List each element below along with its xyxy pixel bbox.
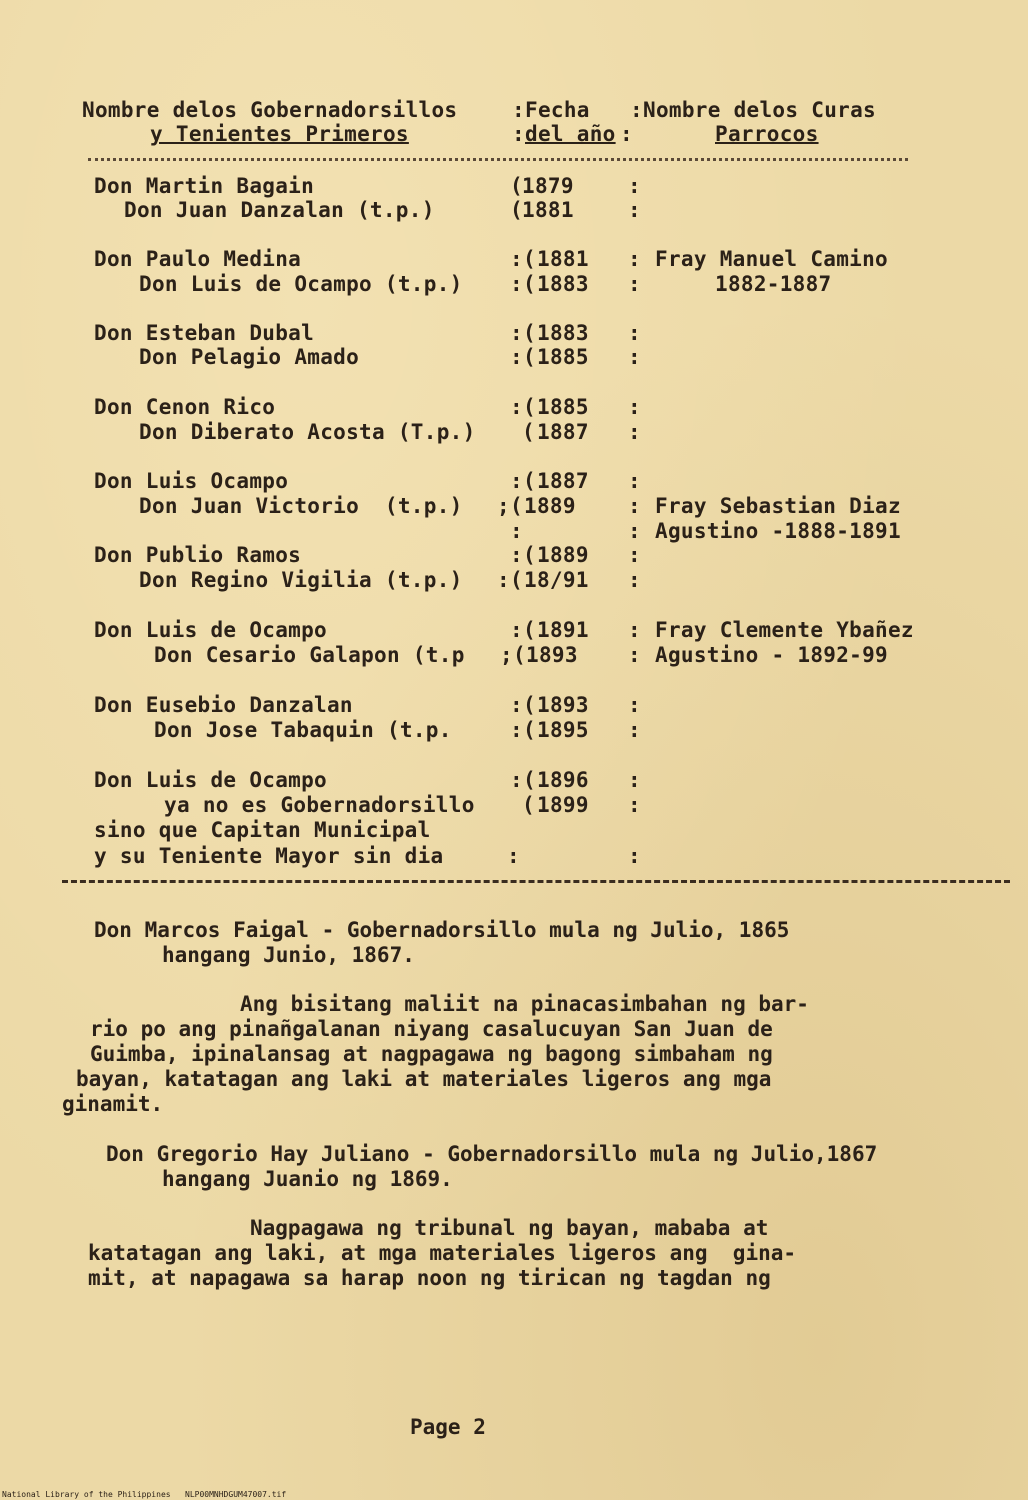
row-name: Don Diberato Acosta (T.p.)	[139, 420, 476, 444]
row-name: Don Paulo Medina	[94, 247, 302, 271]
header-col2-line2: del año	[525, 122, 616, 146]
table-end-rule	[62, 880, 1010, 883]
header-col2-line1: Fecha	[525, 98, 590, 122]
header-col1-line1: Nombre delos Gobernadorsillos	[82, 98, 458, 122]
row-name: Don Publio Ramos	[94, 543, 302, 567]
row-cura: 1882-1887	[715, 272, 832, 296]
row-year: 1896	[537, 768, 589, 792]
row-year: 1879	[522, 174, 574, 198]
row-name: Don Luis de Ocampo	[94, 618, 327, 642]
archive-footer: National Library of the Philippines NLP00MNHDGUM47007.tif	[2, 1490, 287, 1499]
row-year: 1893	[537, 693, 589, 717]
paragraph-line: Ang bisitang maliit na pinacasimbahan ng bar-	[240, 992, 809, 1016]
row-year: 1885	[537, 395, 589, 419]
row-cura: Agustino -1888-1891	[655, 519, 901, 543]
row-name: Don Pelagio Amado	[139, 345, 360, 369]
header-col1-line2: y Tenientes Primeros	[150, 122, 409, 146]
header-col3-line2: Parrocos	[715, 122, 819, 146]
row-name: Don Luis Ocampo	[94, 469, 289, 493]
paragraph-line: Don Gregorio Hay Juliano - Gobernadorsillo mula ng Julio,1867	[106, 1142, 878, 1166]
row-cura: Agustino - 1892-99	[655, 643, 888, 667]
row-year: 1881	[537, 247, 589, 271]
row-name: Don Juan Victorio (t.p.)	[139, 494, 463, 518]
row-name: y su Teniente Mayor sin dia	[94, 844, 444, 868]
row-name: Don Jose Tabaquin (t.p.	[154, 718, 452, 742]
row-cura: Fray Clemente Ybañez	[655, 618, 914, 642]
document-page: Nombre delos Gobernadorsillos : Fecha : Nombre delos Curas y Tenientes Primeros : del año : Parrocos Don Martin Bagain ( 1879 : Don Juan Danzalan (t.p.) ( 1881 : Don Paulo Medina :( 1881 : Fray Manuel Camino Don Luis de Ocampo (t.p.) :( 1883 : 1882-1887 Don Esteban Dubal :( 1883 : Don Pelagio Amado :( 1885 : Don Cenon Rico :( 1885 : Don Diberato Acosta (T.p.) ( 1887 : Don Luis Ocampo :( 1887 : Don Juan Victorio (t.p.) ;( 1889 : Fray Sebastian Diaz : : Agustino -1888-1891 Don Publio Ramos :( 1889 : Don Regino Vigilia (t.p.) :( 18/91 : Don Luis de Ocampo :( 1891 : Fray Clemente Ybañez Don Cesario Galapon (t.p ;( 1893 : Agustino - 1892-99 Don Eusebio Danzalan :( 1893 : Don Jose Tabaquin (t.p. :( 1895 : Don Luis de Ocampo :( 1896 : ya no es Gobernadorsillo ( 1899 : sino que Capitan Municipal y su Teniente Mayor sin dia : : Don Marcos Faigal - Gobernadorsillo mula ng Julio, 1865 hangang Junio, 1867. Ang bisitang maliit na pinacasimbahan ng bar- rio po ang pinañgalanan niyang casalucuyan San Juan de Guimba, ipinalansag at nagpagawa ng bagong simbaham ng bayan, katatagan ang laki at materiales ligeros ang mga ginamit. Don Gregorio Hay Juliano - Gobernadorsillo mula ng Julio,1867 hangang Juanio ng 1869. Nagpagawa ng tribunal ng bayan, mababa at katatagan ang laki, at mga materiales ligeros ang gina- mit, at napagawa sa harap noon ng tirican ng tagdan ng Page 2 National Library of the Philippines NLP00MNHDGUM47007.tif	[0, 0, 1028, 1500]
row-name: Don Regino Vigilia (t.p.)	[139, 568, 463, 592]
paragraph-line: Don Marcos Faigal - Gobernadorsillo mula ng Julio, 1865	[94, 918, 790, 942]
page-number: Page 2	[410, 1415, 486, 1439]
header-col3-line1: Nombre delos Curas	[643, 98, 876, 122]
row-name: Don Eusebio Danzalan	[94, 693, 353, 717]
row-year: 1887	[537, 420, 589, 444]
paragraph-line: hangang Junio, 1867.	[162, 943, 415, 967]
paragraph-line: katatagan ang laki, at mga materiales ligeros ang gina-	[88, 1241, 797, 1265]
row-name: Don Cenon Rico	[94, 395, 276, 419]
paragraph-line: Nagpagawa ng tribunal ng bayan, mababa at	[250, 1216, 769, 1240]
row-year: 18/91	[524, 568, 589, 592]
paragraph-line: hangang Juanio ng 1869.	[162, 1167, 453, 1191]
row-year: 1899	[537, 793, 589, 817]
paragraph-line: bayan, katatagan ang laki at materiales ligeros ang mga	[76, 1067, 772, 1091]
row-name: ya no es Gobernadorsillo	[164, 793, 475, 817]
row-name: Don Luis de Ocampo	[94, 768, 327, 792]
row-year: 1889	[537, 543, 589, 567]
row-year: 1889	[524, 494, 576, 518]
row-year: 1881	[522, 198, 574, 222]
row-name: Don Martin Bagain	[94, 174, 315, 198]
row-year: 1885	[537, 345, 589, 369]
row-name: Don Luis de Ocampo (t.p.)	[139, 272, 463, 296]
header-divider	[88, 158, 908, 161]
paragraph-line: mit, at napagawa sa harap noon ng tirican ng tagdan ng	[88, 1266, 771, 1290]
paragraph-line: rio po ang pinañgalanan niyang casalucuyan San Juan de	[90, 1017, 773, 1041]
row-year: 1895	[537, 718, 589, 742]
row-name: Don Cesario Galapon (t.p	[154, 643, 465, 667]
paragraph-line: ginamit.	[62, 1092, 164, 1116]
row-name: Don Esteban Dubal	[94, 321, 315, 345]
row-cura: Fray Manuel Camino	[655, 247, 888, 271]
row-year: 1893	[526, 643, 578, 667]
row-name: sino que Capitan Municipal	[94, 818, 431, 842]
paragraph-line: Guimba, ipinalansag at nagpagawa ng bagong simbaham ng	[90, 1042, 773, 1066]
row-year: 1883	[537, 272, 589, 296]
row-year: 1887	[537, 469, 589, 493]
row-year: 1891	[537, 618, 589, 642]
row-year: 1883	[537, 321, 589, 345]
row-name: Don Juan Danzalan (t.p.)	[124, 198, 435, 222]
row-cura: Fray Sebastian Diaz	[655, 494, 901, 518]
